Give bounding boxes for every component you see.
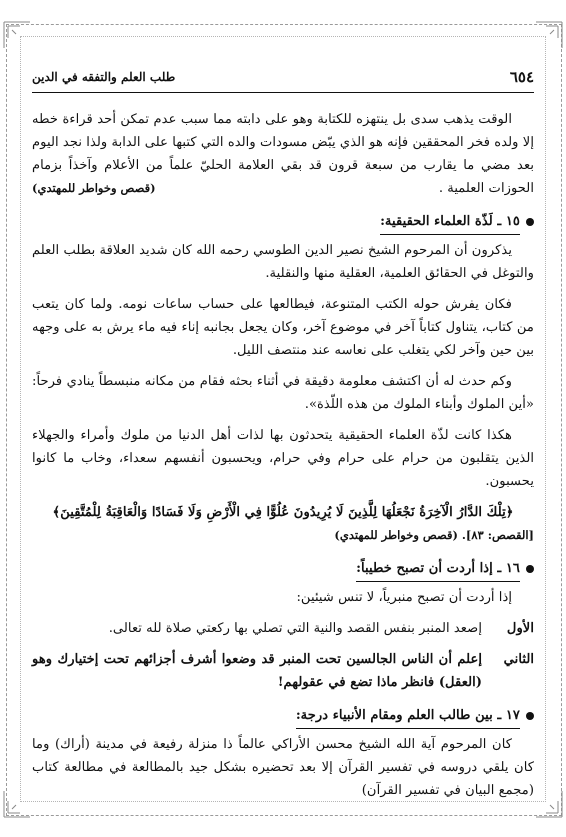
- item-label: الأول: [506, 621, 534, 636]
- paragraph: كان المرحوم آية الله الشيخ محسن الأراكي عالماً ذا منزلة رفيعة في مدينة (أراك) وما كان يلقي دروسه في تفسير القرآن إلا بعد تحضيره بشكل جيد بالمطالعة في مطالعة كتاب (مجمع البيان في تفسير القرآن): [32, 737, 534, 798]
- bullet-icon: [526, 218, 534, 226]
- paragraph: وكم حدث له أن اكتشف معلومة دقيقة في أثناء بحثه فقام من مكانه منبسطاً ينادي فرحاً: «أين الملوك وأبناء الملوك من هذه اللّذة».: [32, 374, 534, 412]
- page-body: [32, 108, 534, 802]
- paragraph: إذا أردت أن تصبح منبرياً، لا تنس شيئين:: [296, 590, 512, 605]
- item-text: إعلم أن الناس الجالسين تحت المنبر قد وضعوا أشرف أجزائهم تحت إختيارك وهو (العقل) فانظر ماذا تضع في عقولهم!: [32, 652, 482, 690]
- heading-text: ١٦ ـ إذا أردت أن تصبح خطيباً:: [356, 557, 520, 582]
- corner-ornament-icon: [2, 789, 32, 819]
- corner-ornament-icon: [534, 20, 564, 50]
- paragraph: فكان يفرش حوله الكتب المتنوعة، فيطالعها على حساب ساعات نومه. ولما كان يتعب من كتاب، يتناول كتاباً آخر في موضوع آخر، وكان يجعل بجانبه إناء فيه ماء يرش به على وجهه بين حين وآخر لكي يتغلب على نعاسه عند منتصف الليل.: [32, 297, 534, 358]
- page-header: [32, 68, 534, 92]
- header-divider: [32, 92, 534, 93]
- verse-reference: [القصص: ٨٣]. (قصص وخواطر للمهتدي): [334, 528, 534, 542]
- paragraph: يذكرون أن المرحوم الشيخ نصير الدين الطوسي رحمه الله كان شديد العلاقة بطلب العلم والتوغل في الحقائق العلمية، العقلية منها والنقلية.: [32, 243, 534, 281]
- list-item: [32, 617, 534, 640]
- corner-ornament-icon: [534, 789, 564, 819]
- heading-text: ١٧ ـ بين طالب العلم ومقام الأنبياء درجة:: [296, 704, 520, 729]
- list-item: [32, 648, 534, 694]
- section-heading: [32, 698, 534, 733]
- heading-text: ١٥ ـ لَذّة العلماء الحقيقية:: [380, 210, 520, 235]
- bullet-icon: [526, 565, 534, 573]
- quran-verse: ﴿تِلْكَ الدَّارُ الْآخِرَةُ نَجْعَلُهَا لِلَّذِينَ لَا يُرِيدُونَ عُلُوًّا فِي الْأَرْضِ وَلَا فَسَادًا وَالْعَاقِبَةُ لِلْمُتَّقِينَ﴾: [52, 505, 514, 520]
- item-text: إصعد المنبر بنفس القصد والنية التي تصلي بها ركعتي صلاة لله تعالى.: [108, 621, 482, 636]
- corner-ornament-icon: [2, 20, 32, 50]
- section-heading: [32, 551, 534, 586]
- bullet-icon: [526, 712, 534, 720]
- page-number: ٦٥٤: [509, 68, 534, 86]
- section-heading: [32, 204, 534, 239]
- paragraph: هكذا كانت لذّة العلماء الحقيقية يتحدثون بها لذات أهل الدنيا من ملوك وأمراء والجهلاء الذين يتقلبون من حرام على حرام وفي حرام، ويحسبون أنفسهم سعداء، وخاب ما كانوا يحسبون.: [32, 428, 534, 489]
- running-title: طلب العلم والتفقه في الدين: [32, 70, 176, 84]
- source-citation: (قصص وخواطر للمهتدي): [32, 181, 156, 195]
- paragraph: الوقت يذهب سدى بل ينتهزه للكتابة وهو على دابته مما سبب عدم تمكن أحد قراءة خطه إلا ولده فخر المحققين فإنه هو الذي يبّض مسودات والده التي كتبها على الدابة ولذا نجد اليوم بعد مضي ما يقارب من سبعة قرون قد بقي العلامة الحليّ علماً من الأعلام وآخذاً بزمام الحوزات العلمية .: [32, 112, 534, 196]
- item-label: الثاني: [503, 652, 534, 667]
